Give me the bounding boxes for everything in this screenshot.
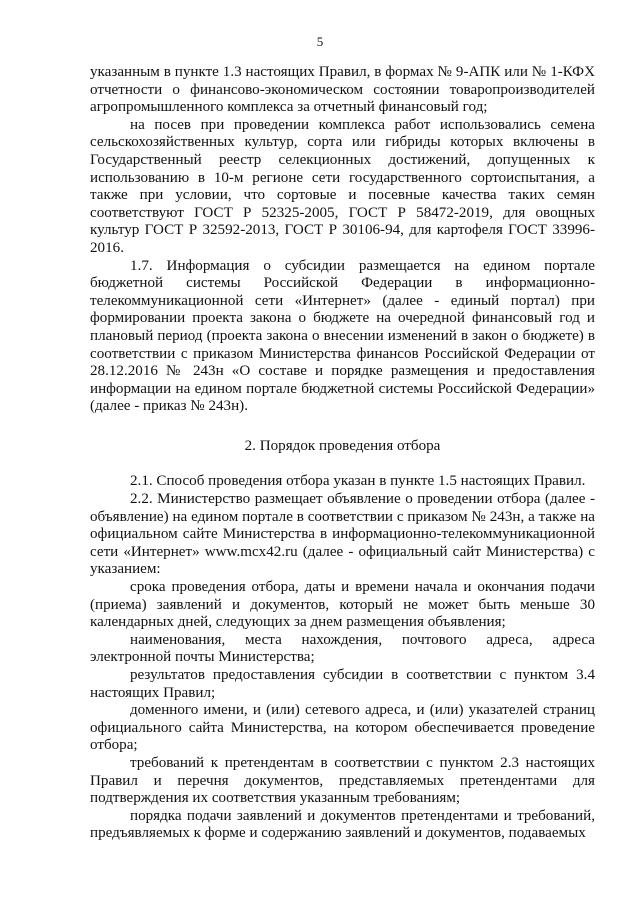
paragraph-1-7: 1.7. Информация о субсидии размещается на едином портале бюджетной системы Российской Федерации в информационно-телекоммуникационной сети «Интернет» (далее - единый портал) при формировании проекта закона о бюджете на очередной финансовый год и плановый период (проекта закона о внесении изменений в закон о бюджете) в соответствии с приказом Министерства финансов Российской Федерации от 28.12.2016 № 243н «О составе и порядке размещения и предоставления информации на едином портале бюджетной системы Российской Федерации» (далее - приказ № 243н).: [90, 257, 595, 415]
paragraph-continuation: указанным в пункте 1.3 настоящих Правил, в формах № 9-АПК или № 1-КФХ отчетности о финансово-экономическом состоянии товаропроизводителей агропромышленного комплекса за отчетный финансовый год;: [90, 64, 595, 116]
list-item-deadline: срока проведения отбора, даты и времени начала и окончания подачи (приема) заявлений и документов, который не может быть меньше 30 календарных дней, следующих за днем размещения объявления;: [90, 579, 595, 631]
list-item-requirements: требований к претендентам в соответствии с пунктом 2.3 настоящих Правил и перечня документов, представляемых претендентами для подтверждения их соответствия указанным требованиям;: [90, 754, 595, 807]
section-heading: 2. Порядок проведения отбора: [244, 437, 441, 454]
paragraph-seeds-condition: на посев при проведении комплекса работ использовались семена сельскохозяйственных культур, сорта или гибриды которых включены в Государственный реестр селекционных достижений, допущенных к использованию в 10-м регионе сети государственного сортоиспытания, а также при условии, что сортовые и посевные качества таких семян соответствуют ГОСТ Р 52325-2005, ГОСТ Р 58472-2019, для овощных культур ГОСТ Р 32592-2013, ГОСТ Р 30106-94, для картофеля ГОСТ 33996-2016.: [90, 116, 595, 256]
paragraph-2-2: 2.2. Министерство размещает объявление о проведении отбора (далее - объявление) на едином портале в соответствии с приказом № 243н, а также на официальном сайте Министерства в информационно-телекоммуникационной сети «Интернет» www.mcx42.ru (далее - официальный сайт Министерства) с указанием:: [90, 491, 595, 578]
list-item-domain: доменного имени, и (или) сетевого адреса, и (или) указателей страниц официального сайта Министерства, на котором обеспечивается проведение отбора;: [90, 702, 595, 754]
list-item-results: результатов предоставления субсидии в соответствии с пунктом 3.4 настоящих Правил;: [90, 667, 595, 701]
list-item-address: наименования, места нахождения, почтового адреса, адреса электронной почты Министерства;: [90, 631, 595, 666]
page-number: 5: [316, 34, 324, 49]
document-body: [90, 64, 595, 843]
paragraph-2-1: 2.1. Способ проведения отбора указан в пункте 1.5 настоящих Правил.: [130, 473, 586, 490]
list-item-submission-order: порядка подачи заявлений и документов претендентами и требований, предъявляемых к форме и содержанию заявлений и документов, подаваемых: [90, 807, 595, 842]
